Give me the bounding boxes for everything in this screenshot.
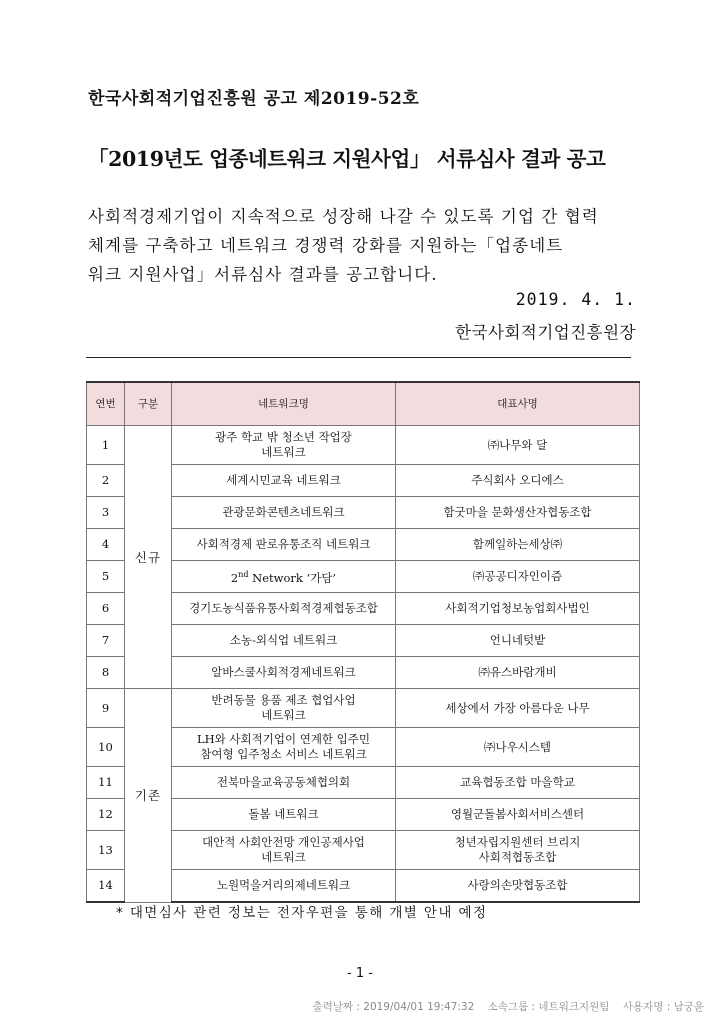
network-name-cell <box>172 870 396 903</box>
network-name-cell <box>172 465 396 497</box>
network-name-line: 전북마을교육공동체협의회 <box>216 775 351 789</box>
representative-cell <box>396 497 640 529</box>
representative-line: 세상에서 가장 아름다운 나무 <box>445 700 590 715</box>
representative-line: 청년자립지원센터 브리지 <box>454 835 581 849</box>
representative-cell <box>396 689 640 728</box>
announcement-body <box>88 202 648 289</box>
representative-line: ㈜나우시스템 <box>483 739 552 754</box>
network-name-line: 알바스쿨사회적경제네트워크 <box>211 665 356 679</box>
document-title: 「2019년도 업종네트워크 지원사업」 서류심사 결과 공고 <box>88 147 606 171</box>
header-network: 네트워크명 <box>172 382 396 426</box>
row-number: 10 <box>87 728 125 767</box>
row-number: 8 <box>87 657 125 689</box>
network-name-line: 소농-외식업 네트워크 <box>229 633 338 647</box>
representative-cell <box>396 870 640 903</box>
network-name-line: 네트워크 <box>261 708 306 722</box>
network-name-line: 2nd Network ‘가담’ <box>230 570 337 585</box>
network-name-cell <box>172 799 396 831</box>
table-header-row <box>87 382 640 426</box>
representative-line: 함께일하는세상㈜ <box>472 537 563 551</box>
network-name-line: 광주 학교 밖 청소년 작업장 <box>215 430 352 444</box>
representative-line: 사회적기업청보농업회사법인 <box>445 601 590 615</box>
representative-cell <box>396 657 640 689</box>
print-date: 출력날짜 : 2019/04/01 19:47:32 <box>312 1001 475 1013</box>
representative-line: ㈜공공디자인이즘 <box>472 569 563 583</box>
representative-line: 언니네텃밭 <box>489 633 546 647</box>
table-row <box>87 426 640 465</box>
footnote: * 대면심사 관련 정보는 전자우편을 통해 개별 안내 예정 <box>116 905 488 921</box>
network-name-cell <box>172 593 396 625</box>
network-name-line: 참여형 입주청소 서비스 네트워크 <box>200 747 367 761</box>
print-user: 사용자명 : 남궁윤 <box>622 1001 704 1013</box>
network-name-line: 세계시민교육 네트워크 <box>226 473 341 487</box>
row-number: 2 <box>87 465 125 497</box>
network-name-line: 경기도농식품유통사회적경제협동조합 <box>189 601 378 615</box>
row-number: 7 <box>87 625 125 657</box>
representative-cell <box>396 728 640 767</box>
representative-cell <box>396 465 640 497</box>
body-line: 사회적경제기업이 지속적으로 성장해 나갈 수 있도록 기업 간 협력 <box>88 207 599 226</box>
representative-cell <box>396 767 640 799</box>
network-name-cell <box>172 728 396 767</box>
print-info <box>302 999 704 1014</box>
representative-line: 영월군돌봄사회서비스센터 <box>450 807 585 821</box>
network-name-line: LH와 사회적기업이 연계한 입주민 <box>196 732 371 746</box>
notice-number: 한국사회적기업진흥원 공고 제2019-52호 <box>88 89 420 109</box>
print-department: 소속그룹 : 네트워크지원팀 <box>487 1001 610 1013</box>
divider-line <box>86 357 631 358</box>
network-name-cell <box>172 561 396 593</box>
row-number: 12 <box>87 799 125 831</box>
network-name-line: 관광문화콘텐츠네트워크 <box>222 505 345 519</box>
network-name-line: 노원먹을거리의제네트워크 <box>216 878 351 892</box>
network-name-line: 대안적 사회안전망 개인공제사업 <box>202 835 365 849</box>
network-name-cell <box>172 426 396 465</box>
representative-cell <box>396 529 640 561</box>
row-number: 13 <box>87 831 125 870</box>
category-cell: 기존 <box>125 689 172 903</box>
network-name-cell <box>172 497 396 529</box>
header-category: 구분 <box>125 382 172 426</box>
representative-line: 교육협동조합 마을학교 <box>460 775 575 789</box>
representative-cell <box>396 561 640 593</box>
network-name-cell <box>172 831 396 870</box>
body-line: 워크 지원사업」서류심사 결과를 공고합니다. <box>88 265 438 284</box>
representative-cell <box>396 593 640 625</box>
table-row <box>87 689 640 728</box>
network-name-cell <box>172 625 396 657</box>
representative-line: ㈜나무와 달 <box>487 437 548 452</box>
representative-cell <box>396 426 640 465</box>
header-no: 연번 <box>87 382 125 426</box>
row-number: 9 <box>87 689 125 728</box>
network-name-line: 사회적경제 판로유통조직 네트워크 <box>196 537 371 551</box>
network-name-cell <box>172 529 396 561</box>
representative-line: 주식회사 오디에스 <box>471 473 564 487</box>
header-representative: 대표사명 <box>396 382 640 426</box>
network-name-line: 네트워크 <box>261 850 306 864</box>
row-number: 5 <box>87 561 125 593</box>
representative-line: 사랑의손맛협동조합 <box>467 878 568 892</box>
network-name-line: 돌봄 네트워크 <box>248 807 319 821</box>
row-number: 4 <box>87 529 125 561</box>
row-number: 14 <box>87 870 125 903</box>
announcement-date: 2019. 4. 1. <box>515 290 636 309</box>
representative-cell <box>396 831 640 870</box>
body-line: 체계를 구축하고 네트워크 경쟁력 강화를 지원하는「업종네트 <box>88 236 564 255</box>
representative-line: ㈜유스바람개비 <box>478 665 557 679</box>
row-number: 11 <box>87 767 125 799</box>
representative-cell <box>396 625 640 657</box>
representative-line: 함굿마을 문화생산자협동조합 <box>443 505 592 519</box>
page-number: - 1 - <box>347 966 373 981</box>
representative-cell <box>396 799 640 831</box>
row-number: 1 <box>87 426 125 465</box>
representative-line: 사회적협동조합 <box>478 850 557 864</box>
category-cell: 신규 <box>125 426 172 689</box>
issuer-name: 한국사회적기업진흥원장 <box>455 323 636 342</box>
network-name-cell <box>172 767 396 799</box>
network-name-cell <box>172 689 396 728</box>
row-number: 3 <box>87 497 125 529</box>
results-table <box>86 381 640 903</box>
row-number: 6 <box>87 593 125 625</box>
network-name-line: 반려동물 용품 제조 협업사업 <box>211 693 356 707</box>
network-name-cell <box>172 657 396 689</box>
network-name-line: 네트워크 <box>261 445 306 459</box>
